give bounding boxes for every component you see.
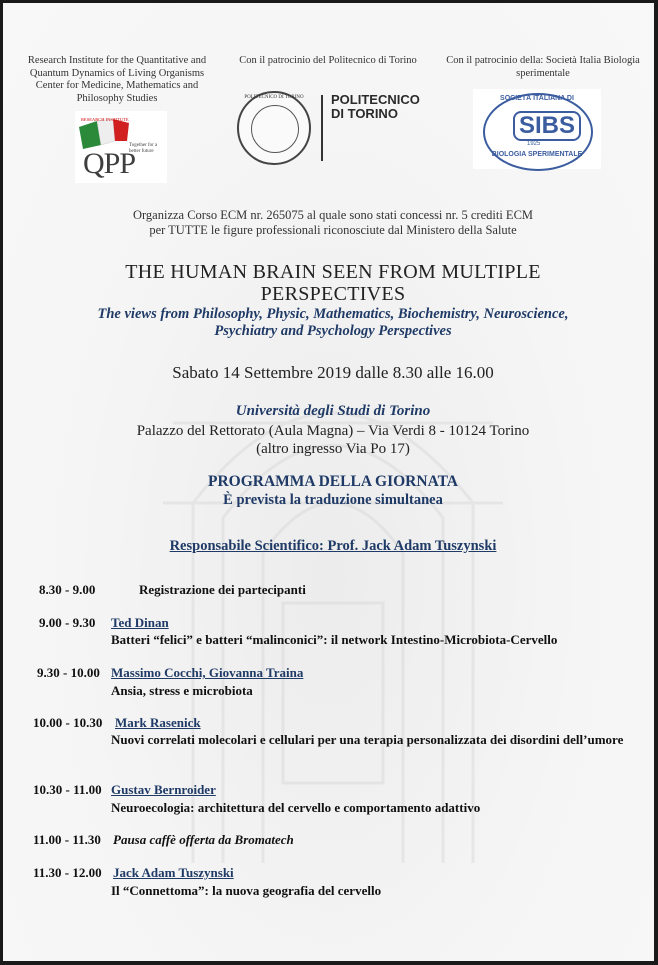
schedule-time: 10.00 - 10.30: [33, 715, 103, 730]
university-name: Università degli Studi di Torino: [235, 403, 431, 419]
sibs-year: 1925: [527, 141, 541, 147]
flyer-page: [3, 3, 654, 961]
schedule-time: 9.00 - 9.30: [39, 615, 96, 630]
talk-title: Nuovi correlati molecolari e cellulari per una terapia personalizzata dei disordini dell’umore: [111, 732, 624, 747]
program-heading: PROGRAMMA DELLA GIORNATA: [207, 473, 458, 490]
schedule-item: Registrazione dei partecipanti: [139, 582, 306, 597]
scientific-lead: Responsabile Scientifico: Prof. Jack Adam Tuszynski: [169, 538, 497, 554]
talk-title: Batteri “felici” e batteri “malinconici”: il network Intestino-Microbiota-Cervello: [111, 632, 558, 647]
sibs-top-text: SOCIETÀ ITALIANA DI: [500, 95, 574, 102]
sibs-bottom-text: BIOLOGIA SPERIMENTALE: [491, 151, 583, 158]
qpp-logo: [75, 111, 167, 183]
speaker-name: Ted Dinan: [111, 615, 169, 630]
schedule-item: Pausa caffè offerta da Bromatech: [113, 832, 294, 847]
polito-logo: [235, 89, 430, 169]
event-title: THE HUMAN BRAIN SEEN FROM MULTIPLE PERSPECTIVES: [125, 261, 541, 305]
schedule-time: 9.30 - 10.00: [37, 665, 100, 680]
polito-seal-icon: POLITECNICO DI TORINO: [237, 91, 311, 165]
speaker-name: Massimo Cocchi, Giovanna Traina: [111, 665, 304, 680]
translation-note: È prevista la traduzione simultanea: [223, 492, 443, 508]
sibs-logo-text: SIBS: [513, 111, 581, 141]
qpp-top-text: RESEARCH INSTITUTE: [81, 117, 129, 122]
speaker-name: Jack Adam Tuszynski: [113, 865, 234, 880]
polito-patronage: Con il patrocinio del Politecnico di Torino: [239, 55, 417, 66]
qpp-logo-text: QPP: [83, 147, 136, 180]
institute-description: Research Institute for the Quantitative and Quantum Dynamics of Living Organisms Center for Medicine, Mathematics and Philosophy Studies: [27, 55, 207, 104]
talk-title: Ansia, stress e microbiota: [111, 683, 253, 698]
schedule-time: 11.30 - 12.00: [33, 865, 102, 880]
qpp-tagline: Together for a better future: [129, 143, 158, 154]
event-date: Sabato 14 Settembre 2019 dalle 8.30 alle 16.00: [172, 363, 494, 382]
speaker-name: Mark Rasenick: [115, 715, 201, 730]
talk-title: Neuroecologia: architettura del cervello e comportamento adattivo: [111, 800, 481, 815]
talk-title: Il “Connettoma”: la nuova geografia del cervello: [111, 883, 382, 898]
ecm-notice: Organizza Corso ECM nr. 265075 al quale sono stati concessi nr. 5 crediti ECM per TUTTE le figure professionali riconosciute dal Ministero della Salute: [132, 208, 534, 237]
schedule-time: 10.30 - 11.00: [33, 782, 102, 797]
sibs-logo: [473, 89, 601, 169]
schedule-time: 11.00 - 11.30: [33, 832, 101, 847]
polito-name: POLITECNICO DI TORINO: [331, 92, 420, 121]
venue-address: Palazzo del Rettorato (Aula Magna) – Via Verdi 8 - 10124 Torino (altro ingresso Via Po 17): [136, 423, 530, 457]
polito-divider: [321, 95, 323, 161]
sibs-patronage: Con il patrocinio della: Società Italia Biologia sperimentale: [446, 55, 640, 79]
event-subtitle: The views from Philosophy, Physic, Mathematics, Biochemistry, Neuroscience, Psychiatry and Psychology Perspectives: [97, 306, 569, 339]
speaker-name: Gustav Bernroider: [111, 782, 216, 797]
schedule-time: 8.30 - 9.00: [39, 582, 96, 597]
